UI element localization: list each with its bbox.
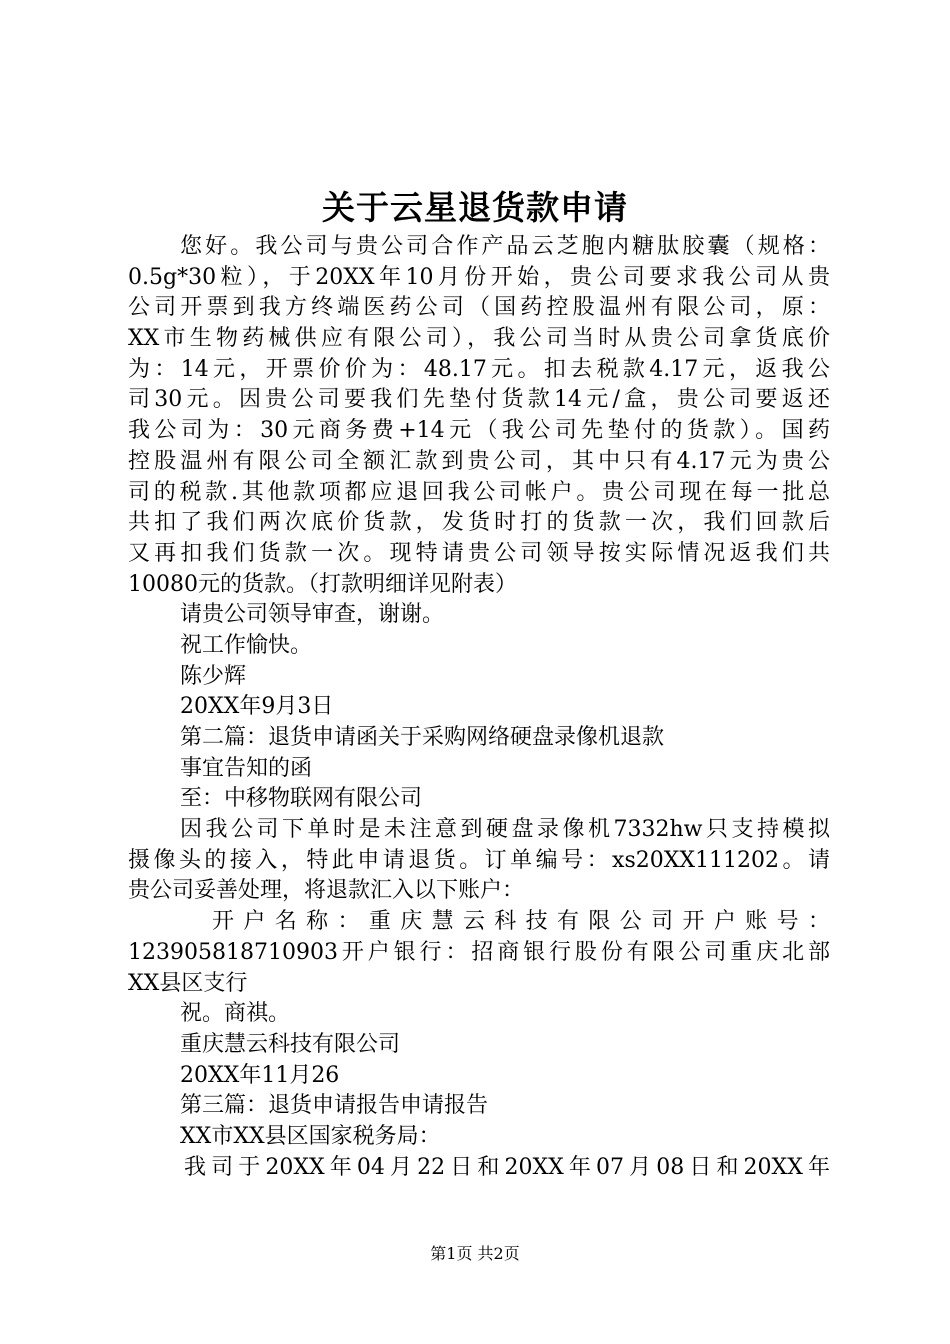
section-heading: 第三篇：退货申请报告申请报告 — [180, 1093, 489, 1119]
body-line: 摄像头的接入，特此申请退货。订单编号：xs20XX111202。请 — [128, 847, 830, 873]
body-line: 0.5g*30粒），于20XX年10月份开始，贵公司要求我公司从贵 — [128, 264, 830, 290]
page-footer: 第1页 共2页 — [430, 1244, 520, 1263]
section-heading: 事宜告知的函 — [180, 755, 313, 781]
signature-name: 陈少辉 — [180, 663, 247, 689]
body-line: 祝。商祺。 — [180, 1001, 291, 1027]
body-line: 祝工作愉快。 — [180, 632, 313, 658]
body-line: 控股温州有限公司全额汇款到贵公司，其中只有4.17元为贵公 — [128, 448, 830, 474]
body-line: 司30元。因贵公司要我们先垫付货款14元/盒，贵公司要返还 — [128, 387, 830, 413]
body-line: 司的税款.其他款项都应退回我公司帐户。贵公司现在每一批总 — [128, 479, 830, 505]
body-line: 请贵公司领导审查，谢谢。 — [180, 602, 445, 628]
body-line: 为：14元，开票价价为：48.17元。扣去税款4.17元，返我公 — [128, 356, 830, 382]
body-line: 贵公司妥善处理，将退款汇入以下账户： — [128, 878, 525, 904]
body-line: 123905818710903开户银行：招商银行股份有限公司重庆北部 — [128, 939, 830, 965]
signature-name: 重庆慧云科技有限公司 — [180, 1031, 401, 1057]
signature-date: 20XX年9月3日 — [180, 694, 334, 720]
body-line: 共扣了我们两次底价货款，发货时打的货款一次，我们回款后 — [128, 510, 830, 536]
body-line: 我公司为：30元商务费+14元（我公司先垫付的货款）。国药 — [128, 418, 830, 444]
signature-date: 20XX年11月26 — [180, 1062, 340, 1088]
document-title: 关于云星退货款申请 — [322, 188, 628, 227]
body-line: 至：中移物联网有限公司 — [180, 786, 423, 812]
body-line: XX市生物药械供应有限公司），我公司当时从贵公司拿货底价 — [128, 326, 830, 352]
body-line: 又再扣我们货款一次。现特请贵公司领导按实际情况返我们共 — [128, 540, 830, 566]
body-line: XX市XX县区国家税务局： — [180, 1123, 441, 1149]
body-line: 您好。我公司与贵公司合作产品云芝胞内糖肽胶囊（规格： — [180, 234, 830, 259]
body-line: 我司于20XX年04月22日和20XX年07月08日和20XX年 — [184, 1154, 830, 1180]
body-line: XX县区支行 — [128, 970, 248, 996]
section-heading: 第二篇：退货申请函关于采购网络硬盘录像机退款 — [180, 725, 665, 750]
body-line: 因我公司下单时是未注意到硬盘录像机7332hw只支持模拟 — [180, 817, 830, 843]
document-body — [128, 232, 830, 1183]
body-line: 开户名称：重庆慧云科技有限公司开户账号： — [212, 909, 830, 935]
body-line: 10080元的货款。（打款明细详见附表） — [128, 571, 517, 597]
body-line: 公司开票到我方终端医药公司（国药控股温州有限公司，原： — [128, 295, 830, 321]
